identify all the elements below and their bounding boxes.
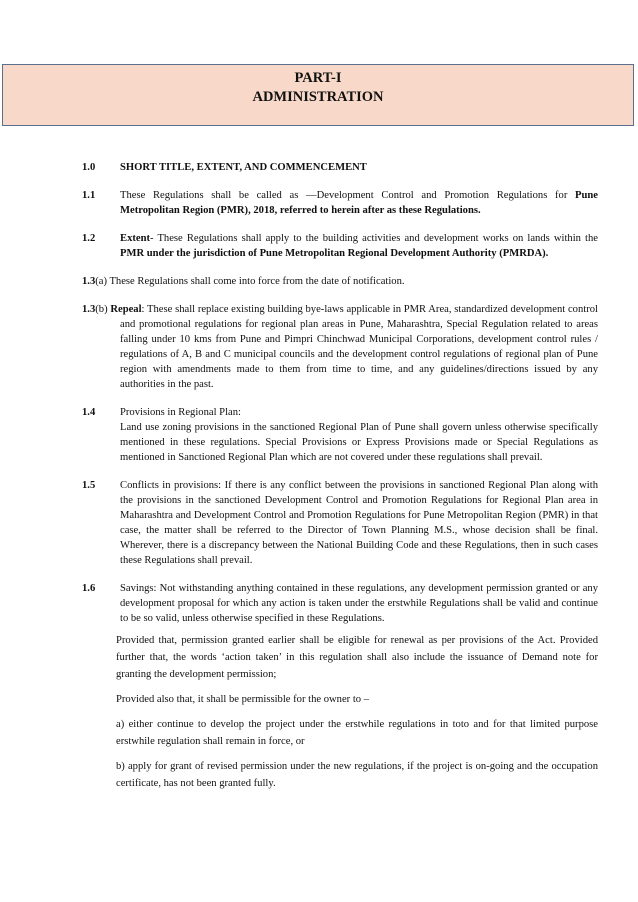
section-1-5 — [82, 478, 598, 568]
section-number: 1.2 — [82, 233, 96, 244]
section-text: Conflicts in provisions: If there is any conflict between the provisions in sanctioned Regional Plan along with the provisions in the sanctioned Development Control and Promotion Regulations for Regional Plan area in Maharashtra and Development Control and Promotion Regulations for Pune Metropolitan Region (PMR) in that case, the matter shall be referred to the Director of Town Planning M.S., whose decision shall be final. Wherever, there is a discrepancy between the National Building Code and these Regulations, then in such cases these Regulations shall prevail. — [120, 480, 598, 566]
section-number: 1.5 — [82, 480, 96, 491]
part-subtitle: ADMINISTRATION — [252, 89, 384, 105]
proviso-paragraph: Provided that, permission granted earlier shall be eligible for renewal as per provisions of the Act. Provided further that, the words ʻaction taken’ in this regulation shall also include the issuance of Demand note for granting the development permission; — [116, 635, 598, 680]
section-text: : These shall replace existing building bye-laws applicable in PMR Area, standardized development control and promotional regulations for regional plan areas in Pune, Maharashtra, Special Regulation related to areas falling under 10 kms from Pune and Pimpri Chinchwad Municipal Corporations, development control rules / regulations of A, B and C municipal councils and the development control regulations of regional plan of Pune region with amendments made to them from time to time, and any guidelines/directions issued by any authorities in the past. — [120, 304, 598, 390]
section-mark: (b) — [95, 304, 111, 315]
part-title: PART-I — [294, 70, 342, 86]
section-number: 1.3 — [82, 276, 96, 287]
document-body — [82, 160, 598, 792]
section-heading: Provisions in Regional Plan: — [120, 407, 241, 418]
proviso-option-b: b) apply for grant of revised permission under the new regulations, if the project is on-going and the occupation certificate, has not been granted fully. — [116, 761, 598, 789]
section-1-0 — [82, 160, 598, 175]
section-1-6 — [82, 581, 598, 626]
part-header-box — [2, 64, 634, 126]
section-text: These Regulations shall be called as ―Development Control and Promotion Regulations for — [120, 190, 576, 201]
section-label: Repeal — [110, 304, 142, 315]
proviso-paragraph: Provided also that, it shall be permissible for the owner to – — [116, 694, 370, 705]
proviso-option-a: a) either continue to develop the project under the erstwhile regulations in toto and for that limited purpose erstwhile regulation shall remain in force, or — [116, 719, 598, 747]
section-number: 1.3 — [82, 304, 96, 315]
section-number: 1.4 — [82, 407, 96, 418]
section-label: Extent — [120, 233, 151, 244]
section-number: 1.6 — [82, 583, 96, 594]
section-heading: SHORT TITLE, EXTENT, AND COMMENCEMENT — [120, 162, 367, 173]
section-text: Land use zoning provisions in the sanctioned Regional Plan of Pune shall govern unless otherwise specifically mentioned in these regulations. Special Provisions or Express Provisions made or Special Regulations as mentioned in Sanctioned Regional Plan which are not covered under these regulations shall prevail. — [120, 422, 598, 463]
section-text: Savings: Not withstanding anything contained in these regulations, any development permission granted or any development proposal for which any action is taken under the erstwhile Regulations shall be valid and continue to be so valid, unless otherwise specified in these Regulations. — [120, 583, 598, 624]
section-text: - These Regulations shall apply to the building activities and development works on lands within the — [150, 233, 598, 244]
section-1-3b — [82, 302, 598, 392]
section-1-3a — [82, 274, 598, 289]
section-text-bold: PMR under the jurisdiction of Pune Metropolitan Regional Development Authority (PMRDA). — [120, 248, 549, 259]
section-text: (a) These Regulations shall come into force from the date of notification. — [95, 276, 405, 287]
section-1-4 — [82, 405, 598, 465]
section-text-bold: Pune Metropolitan Region (PMR), 2018, referred to herein after as these Regulations. — [120, 190, 598, 216]
section-1-1 — [82, 188, 598, 218]
section-number: 1.1 — [82, 190, 96, 201]
section-number: 1.0 — [82, 162, 96, 173]
section-1-2 — [82, 231, 598, 261]
